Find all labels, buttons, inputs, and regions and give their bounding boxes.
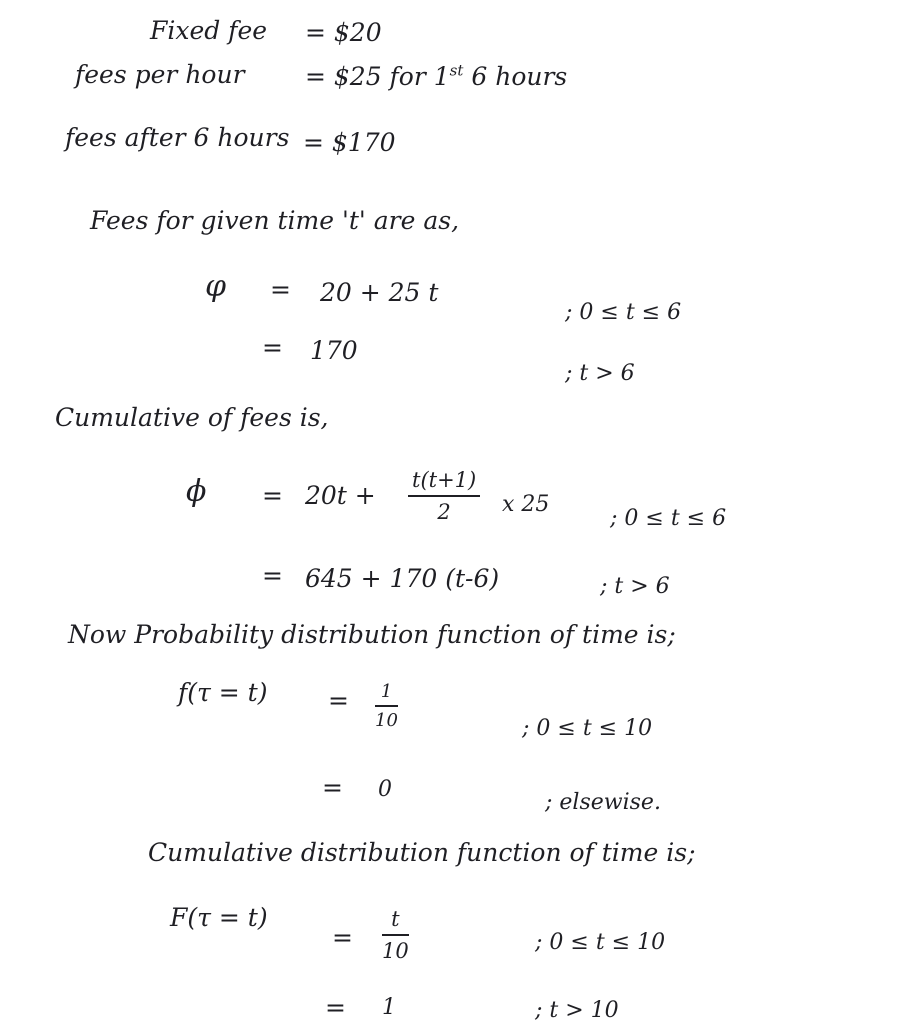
cumulative-expr-1-right: x 25 — [502, 492, 550, 517]
cumulative-fraction — [408, 468, 480, 524]
fees-expr-2: 170 — [310, 336, 358, 365]
cumulative-intro: Cumulative of fees is, — [55, 403, 329, 432]
cdf-lhs: F(τ = t) — [170, 903, 268, 932]
cdf-eq-2: = — [325, 993, 346, 1022]
cdf-intro: Cumulative distribution function of time is; — [148, 838, 696, 867]
cdf-fraction — [382, 907, 409, 963]
cumulative-fraction-numerator: t(t+1) — [408, 468, 480, 497]
cdf-eq-1: = — [332, 923, 353, 952]
cumulative-expr-2: 645 + 170 (t-6) — [305, 564, 500, 593]
cumulative-eq-2: = — [262, 561, 283, 590]
fees-per-hour-label: fees per hour — [75, 60, 245, 89]
cdf-cond-2: ; t > 10 — [535, 998, 619, 1023]
ordinal-superscript: st — [449, 61, 464, 80]
fees-per-hour-value — [305, 61, 568, 91]
pdf-intro: Now Probability distribution function of time is; — [68, 620, 676, 649]
fees-cond-2: ; t > 6 — [565, 361, 635, 386]
pdf-eq-1: = — [328, 686, 349, 715]
pdf-lhs: f(τ = t) — [178, 678, 268, 707]
pdf-eq-2: = — [322, 773, 343, 802]
cumulative-fraction-denominator: 2 — [437, 500, 451, 524]
cdf-fraction-denominator: 10 — [382, 939, 409, 963]
fees-intro: Fees for given time 't' are as, — [90, 206, 460, 235]
pdf-cond-2: ; elsewise. — [545, 790, 661, 815]
pdf-fraction-denominator: 10 — [375, 710, 398, 731]
cdf-fraction-numerator: t — [382, 907, 409, 936]
cdf-value-2: 1 — [382, 995, 396, 1020]
fixed-fee-value: = $20 — [305, 18, 382, 47]
fees-cond-1: ; 0 ≤ t ≤ 6 — [565, 300, 682, 325]
fixed-fee-label: Fixed fee — [150, 16, 268, 45]
pdf-cond-1: ; 0 ≤ t ≤ 10 — [522, 716, 653, 741]
fees-per-hour-amount: = $25 for 1 — [305, 62, 450, 91]
cumulative-cond-1: ; 0 ≤ t ≤ 6 — [610, 506, 727, 531]
pdf-fraction — [375, 681, 398, 731]
cumulative-cond-2: ; t > 6 — [600, 574, 670, 599]
pdf-value-2: 0 — [378, 777, 392, 802]
fees-after-label: fees after 6 hours — [65, 123, 290, 152]
cumulative-symbol: ϕ — [186, 474, 207, 509]
fees-expr-1: 20 + 25 t — [320, 278, 439, 307]
pdf-fraction-numerator: 1 — [375, 681, 398, 707]
fees-eq-1: = — [270, 275, 291, 304]
fees-per-hour-duration: 6 hours — [471, 62, 568, 91]
cumulative-expr-1-left: 20t + — [305, 481, 376, 510]
cdf-cond-1: ; 0 ≤ t ≤ 10 — [535, 930, 666, 955]
cumulative-eq-1: = — [262, 481, 283, 510]
fees-eq-2: = — [262, 333, 283, 362]
fees-symbol: φ — [205, 269, 227, 304]
fees-after-value: = $170 — [303, 128, 396, 157]
